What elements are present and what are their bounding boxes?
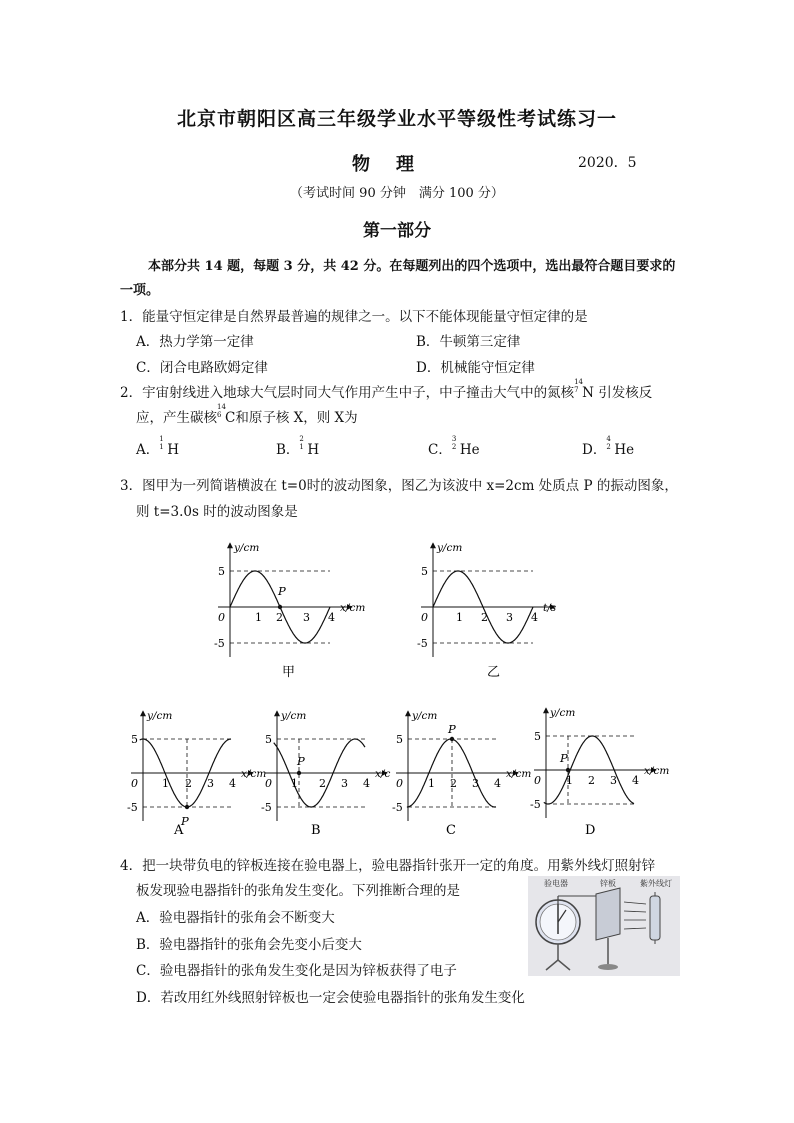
origin-label: 0 [534,774,541,787]
exam-note: （考试时间 90 分钟 满分 100 分） [290,186,504,201]
q2-option-d: D． 4 2 He [582,435,635,458]
x-tick: 4 [632,774,639,787]
graph-a [127,710,266,838]
y-axis-label: y/cm [281,710,307,722]
point-p-label: P [297,754,305,768]
y-axis-label: y/cm [234,542,260,554]
y-tick-5: 5 [421,565,428,578]
y-tick-neg5: -5 [214,637,225,650]
y-tick-5: 5 [218,565,225,578]
point-p [297,771,301,775]
q4-stem-line2: 板发现验电器指针的张角发生变化。下列推断合理的是 [136,883,460,899]
point-p [450,737,454,741]
x-tick: 3 [610,774,617,787]
x-tick: 2 [185,777,192,790]
x-tick: 3 [341,777,348,790]
graph-c [392,710,531,838]
x-axis-label: x/c [375,768,391,780]
x-axis-label: t/s [543,602,557,614]
y-axis-label: y/cm [412,710,438,722]
label-zinc-plate: 锌板 [600,879,616,888]
x-tick: 1 [566,774,573,787]
x-axis-label: x/cm [506,768,532,780]
graph-d [530,707,669,838]
x-tick: 3 [207,777,214,790]
y-tick-5: 5 [534,730,541,743]
graph-caption: C [446,823,456,838]
y-tick-neg5: -5 [530,798,541,811]
nitrogen-nuclide: 14 7 [574,378,584,394]
carbon-nuclide: 14 6 [217,403,226,419]
exam-date: 2020．5 [578,155,637,171]
graph-caption: 乙 [487,665,501,680]
y-tick-neg5: -5 [127,801,138,814]
label-uv-lamp: 紫外线灯 [640,879,672,888]
q1-option-a: A．热力学第一定律 [136,334,254,350]
x-axis-label: x/cm [340,602,366,614]
x-tick: 1 [456,611,463,624]
x-tick: 4 [328,611,335,624]
label-electroscope: 验电器 [544,879,568,888]
y-axis-label: y/cm [147,710,173,722]
point-p [185,805,189,809]
q4-stem-line1: 4．把一块带负电的锌板连接在验电器上，验电器指针张开一定的角度。用紫外线灯照射锌 [120,858,656,874]
x-tick: 2 [481,611,488,624]
point-p-label: P [560,751,568,765]
x-tick: 3 [303,611,310,624]
x-tick: 2 [319,777,326,790]
x-tick: 1 [428,777,435,790]
instructions: 本部分共 14 题，每题 3 分，共 42 分。在每题列出的四个选项中，选出最符合题目要求的一项。 [120,259,676,298]
q3-figures [0,520,794,850]
y-tick-neg5: -5 [417,637,428,650]
q4-option-d: D．若改用红外线照射锌板也一定会使验电器指针的张角发生变化 [136,990,525,1006]
q2-stem-line1: 2．宇宙射线进入地球大气层时同大气作用产生中子，中子撞击大气中的氮核 14 7 N 引发核反 [120,378,653,401]
y-tick-neg5: -5 [261,801,272,814]
point-p-label: P [181,814,189,828]
part-heading: 第一部分 [363,221,431,241]
origin-label: 0 [265,777,272,790]
q2-option-b: B． 2 1 H [276,435,320,458]
x-tick: 4 [229,777,236,790]
graph-caption: D [585,823,596,838]
x-tick: 4 [363,777,370,790]
x-tick: 2 [450,777,457,790]
q2-stem-line2: 应，产生碳核 14 6 C和原子核 X，则 X为 [136,403,358,426]
y-tick-neg5: -5 [392,801,403,814]
y-tick-5: 5 [265,733,272,746]
q1-stem: 1．能量守恒定律是自然界最普遍的规律之一。以下不能体现能量守恒定律的是 [120,309,588,325]
x-tick: 2 [588,774,595,787]
q4-option-c: C．验电器指针的张角发生变化是因为锌板获得了电子 [136,963,457,979]
subject-title: 物理 [352,154,440,175]
y-axis-label: y/cm [437,542,463,554]
graph-yi [417,542,557,680]
x-tick: 1 [255,611,262,624]
x-tick: 1 [162,777,169,790]
q1-option-c: C．闭合电路欧姆定律 [136,360,268,376]
x-tick: 4 [531,611,538,624]
x-tick: 1 [291,777,298,790]
exam-title: 北京市朝阳区高三年级学业水平等级性考试练习一 [176,108,617,130]
graph-caption: 甲 [282,665,296,680]
graph-caption: B [311,823,321,838]
q1-option-b: B．牛顿第三定律 [416,334,521,350]
q1-option-d: D．机械能守恒定律 [416,360,535,376]
x-tick: 3 [506,611,513,624]
q2-option-c: C． 3 2 He [428,435,480,458]
q4-option-b: B．验电器指针的张角会先变小后变大 [136,937,362,953]
graph-b [261,710,390,838]
graph-jia [214,542,365,680]
q3-stem-line2: 则 t=3.0s 时的波动图象是 [136,504,298,520]
point-p [278,605,282,609]
origin-label: 0 [131,777,138,790]
origin-label: 0 [218,611,225,624]
x-tick: 4 [494,777,501,790]
point-p [566,768,570,772]
q4-option-a: A．验电器指针的张角会不断变大 [136,910,335,926]
electroscope-figure [528,876,680,976]
y-tick-5: 5 [396,733,403,746]
x-tick: 2 [276,611,283,624]
point-p-label: P [278,584,286,598]
point-p-label: P [448,722,456,736]
x-tick: 3 [472,777,479,790]
x-axis-label: x/cm [241,768,267,780]
origin-label: 0 [396,777,403,790]
q3-stem-line1: 3．图甲为一列简谐横波在 t=0时的波动图象，图乙为该波中 x=2cm 处质点 P 的振动图象， [120,478,678,494]
graph-caption: A [174,823,184,838]
uv-lamp-icon [650,892,660,944]
q2-option-a: A． 1 1 H [136,435,180,458]
origin-label: 0 [421,611,428,624]
y-tick-5: 5 [131,733,138,746]
y-axis-label: y/cm [550,707,576,719]
x-axis-label: x/cm [644,765,670,777]
